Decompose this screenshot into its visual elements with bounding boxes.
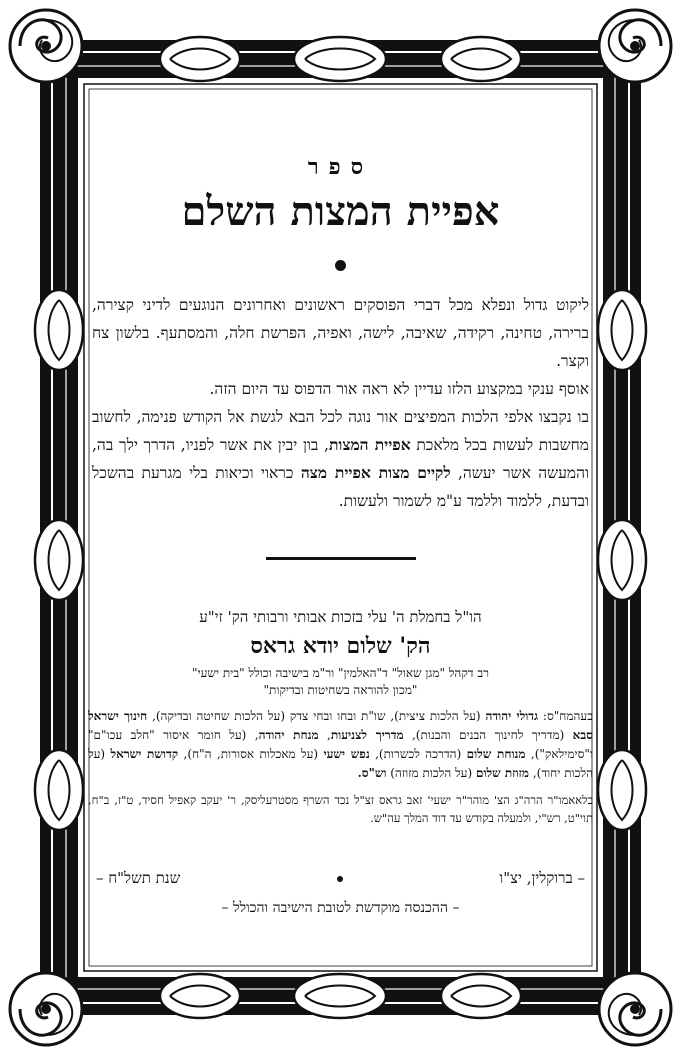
work-text: (על הלכות יחוד), <box>88 747 593 780</box>
body-bold-1: אפיית המצות <box>328 435 411 454</box>
work-text: בעהמח"ס: <box>538 709 593 723</box>
corner-ornament-bottom-right <box>599 973 671 1045</box>
work-text: , (על חומר איסור "חלב עכו"ם" ו"סימילאק"), <box>88 728 593 761</box>
corner-ornament-top-left <box>10 10 82 82</box>
work-text: (על הלכות מזוזה) <box>386 766 476 780</box>
imprint-bullet <box>337 876 343 882</box>
sefer-label: ספר <box>307 154 374 180</box>
main-title: אפיית המצות השלם <box>181 188 500 235</box>
work-title: חינוך ישראל סבא <box>88 709 593 742</box>
corner-ornament-bottom-left <box>10 973 82 1045</box>
work-title: מדריך לצניעות <box>330 728 404 742</box>
body-text-1: בו נקבצו אלפי הלכות המפיצים אור נוגה לכל הבא לגשת אל הקודש פנימה, לחשוב מחשבות לעשות בכל מלאכת <box>92 408 589 454</box>
imprint-year: שנת תשל"ח – <box>96 869 181 887</box>
work-text: , <box>318 728 331 742</box>
lineage-line: בלאאמו"ר הרה"ג הצ' מוהר"ר ישעי' זאב גראס זצ"ל נכד השרף מסטרעליסק, ר' יעקב קאפיל חסיד, ט"ז, ב"ח, תוי"ט, רש"י, ולמעלה בקודש עד דוד המלך עה"ש. <box>88 793 593 825</box>
imprint-place: – ברוקלין, יצ"ו <box>499 869 585 887</box>
imprint-line <box>88 869 593 888</box>
work-title: מנוחת שלום <box>466 747 526 761</box>
author-name: הק' שלום יודא גראס <box>250 633 431 659</box>
title-separator-dot <box>335 260 346 271</box>
author-intro-line: הו"ל בחמלת ה' עלי בזכות אבותי ורבותי הק' זי"ע <box>199 608 482 626</box>
work-title: גדולי יהודה <box>485 709 539 723</box>
work-text: (על מאכלות אסורות, ה"ח), <box>178 747 324 761</box>
work-title: קדושת ישראל <box>110 747 179 761</box>
title-page-content <box>88 140 593 960</box>
works-list <box>88 707 593 783</box>
rav-line-2: "מכון להוראה בשחיטות ובדיקות" <box>263 683 418 697</box>
intro-paragraph: ליקוט גדול ונפלא מכל דברי הפוסקים ראשונים ואחרונים הנוגעים לדיני קצירה, ברירה, טחינה, רקידה, שאיבה, לישה, ואפיה, הפרשת חלה, והמסתעף. בלשון צח וקצר. <box>92 296 589 370</box>
work-text: (על הלכות ציצית), שו"ת ובחו ובחי צדק (על הלכות שחיטה ובדיקה), <box>147 709 486 723</box>
work-title: נפש ישעי <box>323 747 370 761</box>
addition-paragraph: אוסף ענקי במקצוע הלזו עדיין לא ראה אור הדפוס עד היום הזה. <box>209 380 589 398</box>
rav-line-1: רב דקהל "מגן שאול" ד"האלמין" ור"מ בישיבה וכולל "בית ישעי" <box>191 666 490 680</box>
work-title: וש"ס. <box>357 766 387 780</box>
section-divider <box>266 557 416 560</box>
dedication-line: – ההכנסה מוקדשת לטובת הישיבה והכולל – <box>221 900 460 916</box>
work-text: (הדרכה לכשרות), <box>369 747 467 761</box>
work-title: מנחת יהודה <box>258 728 319 742</box>
corner-ornament-top-right <box>599 10 671 82</box>
body-text-3: כראוי וכיאות בלי מגרעת בהשכל ובדעת, ללמוד וללמד ע"מ לשמור ולעשות. <box>92 464 589 510</box>
top-ornament <box>160 37 521 81</box>
work-title: מזוזת שלום <box>475 766 530 780</box>
body-bold-2: לקיים מצות אפיית מצה <box>300 463 451 482</box>
body-paragraph <box>92 403 589 515</box>
bottom-ornament <box>160 974 521 1018</box>
body-text-2: , בון יבין את אשר לפניו, הדרך ילך בה, והמעשה אשר יעשה, <box>92 436 589 482</box>
work-text: (מדריך לחינוך הבנים והבנות), <box>403 728 573 742</box>
